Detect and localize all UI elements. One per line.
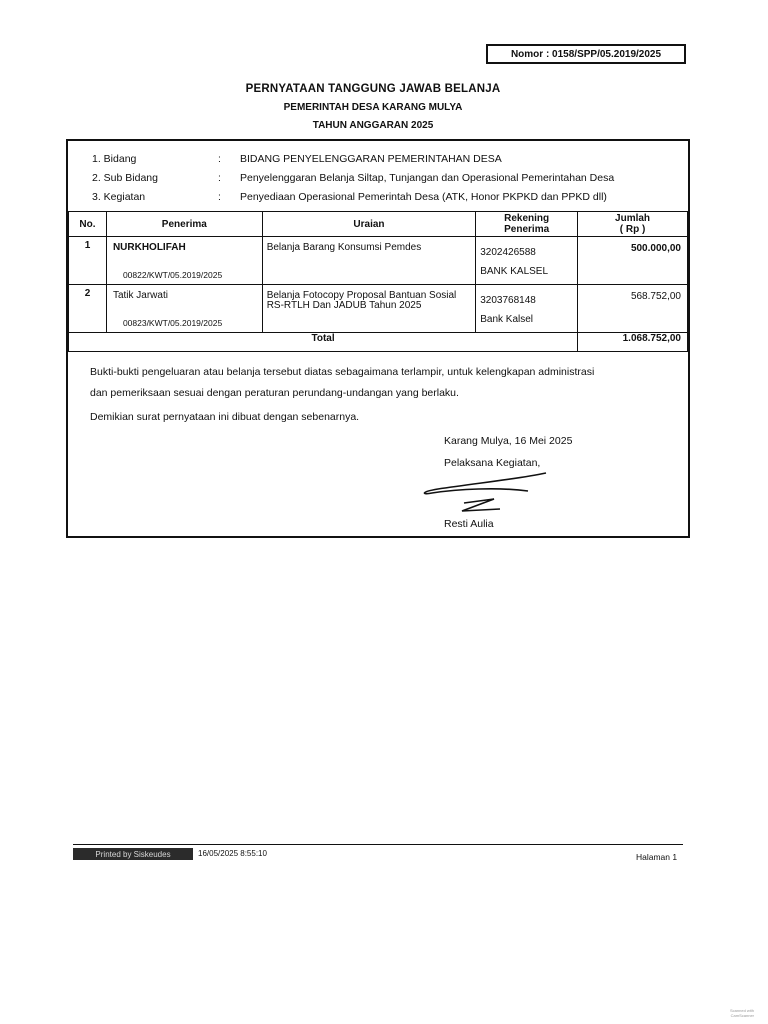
info-label: 2. Sub Bidang — [92, 172, 158, 184]
printed-timestamp: 16/05/2025 8:55:10 — [198, 849, 267, 858]
signer-role: Pelaksana Kegiatan, — [444, 457, 541, 469]
recipient-name: NURKHOLIFAH — [112, 242, 186, 253]
page-number: Halaman 1 — [636, 852, 678, 862]
place-date: Karang Mulya, 16 Mei 2025 — [444, 435, 573, 447]
handwritten-signature — [418, 469, 558, 515]
info-colon: : — [218, 191, 221, 203]
statement-frame — [66, 139, 690, 538]
total-row — [69, 333, 688, 352]
scanner-watermark-line1: Scanned with — [730, 1008, 755, 1013]
document-number-box — [486, 44, 686, 64]
document-title: PERNYATAAN TANGGUNG JAWAB BELANJA — [245, 83, 501, 95]
description: Belanja Fotocopy Proposal Bantuan Sosial RS-RTLH Dan JADUB Tahun 2025 — [262, 285, 476, 333]
header-jumlah-line2: ( Rp ) — [619, 224, 646, 235]
header-uraian: Uraian — [262, 212, 476, 237]
account-cell — [476, 285, 578, 333]
bank-name: BANK KALSEL — [480, 266, 549, 277]
info-label: 3. Kegiatan — [92, 191, 146, 203]
info-colon: : — [218, 172, 221, 184]
info-value: Penyelenggaran Belanja Siltap, Tunjangan dan Operasional Pemerintahan Desa — [240, 172, 615, 184]
account-cell — [476, 237, 578, 285]
closing-statement: Demikian surat pernyataan ini dibuat dengan sebenarnya. — [90, 411, 360, 423]
account-number: 3203768148 — [480, 295, 536, 306]
header-jumlah — [578, 212, 688, 237]
info-value: Penyediaan Operasional Pemerintah Desa (ATK, Honor PKPKD dan PPKD dll) — [240, 191, 607, 203]
table-row — [69, 285, 688, 333]
footer-divider — [73, 844, 683, 845]
header-rekening-line1: Rekening — [504, 213, 550, 224]
document-year: TAHUN ANGGARAN 2025 — [312, 120, 434, 131]
description: Belanja Barang Konsumsi Pemdes — [262, 237, 476, 285]
table-row — [69, 237, 688, 285]
scanner-watermark — [730, 1008, 754, 1018]
printed-by-label: Printed by Siskeudes — [95, 849, 171, 859]
row-number: 2 — [69, 285, 107, 333]
statement-paragraph-line1: Bukti-bukti pengeluaran atau belanja tersebut diatas sebagaimana terlampir, untuk kelengkapan administrasi — [90, 366, 595, 378]
header-penerima: Penerima — [106, 212, 262, 237]
total-amount: 1.068.752,00 — [578, 333, 688, 352]
signer-name: Resti Aulia — [444, 518, 494, 530]
statement-paragraph-line2: dan pemeriksaan sesuai dengan peraturan perundang-undangan yang berlaku. — [90, 387, 459, 399]
header-rekening-line2: Penerima — [504, 224, 550, 235]
header-no: No. — [69, 212, 107, 237]
receipt-number: 00823/KWT/05.2019/2025 — [122, 318, 223, 328]
scanner-watermark-line2: CamScanner — [730, 1013, 755, 1018]
info-value: BIDANG PENYELENGGARAN PEMERINTAHAN DESA — [240, 153, 502, 165]
recipient-cell — [106, 237, 262, 285]
receipt-number: 00822/KWT/05.2019/2025 — [122, 270, 223, 280]
document-subtitle: PEMERINTAH DESA KARANG MULYA — [283, 102, 463, 113]
recipient-cell — [106, 285, 262, 333]
amount: 500.000,00 — [578, 237, 688, 285]
printed-by-badge — [73, 848, 193, 860]
bank-name: Bank Kalsel — [480, 314, 534, 325]
row-number: 1 — [69, 237, 107, 285]
info-colon: : — [218, 153, 221, 165]
recipient-name: Tatik Jarwati — [112, 290, 168, 301]
info-label: 1. Bidang — [92, 153, 137, 165]
amount: 568.752,00 — [578, 285, 688, 333]
header-rekening — [476, 212, 578, 237]
document-number: Nomor : 0158/SPP/05.2019/2025 — [510, 48, 662, 60]
total-label: Total — [69, 333, 578, 352]
header-jumlah-line1: Jumlah — [615, 213, 651, 224]
table-header-row — [69, 212, 688, 237]
account-number: 3202426588 — [480, 247, 536, 258]
expense-table — [68, 211, 688, 352]
